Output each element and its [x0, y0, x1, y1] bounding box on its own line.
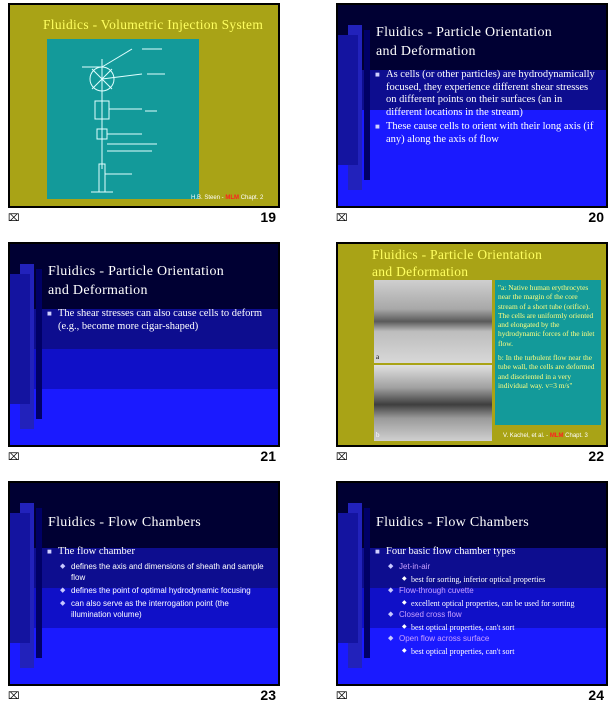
- bullet-list: [47, 546, 269, 622]
- slide-23[interactable]: [8, 481, 280, 686]
- slide-notes-icon[interactable]: ⌧: [8, 452, 20, 463]
- slide-22-cell: [336, 242, 608, 471]
- bullet-item: ■ These cause cells to orient with their long axis (if any) along the axis of flow: [375, 121, 600, 146]
- caption-box: [495, 280, 601, 425]
- slide-credit: [503, 433, 588, 439]
- slide-24-cell: [336, 481, 608, 710]
- bullet-list: [375, 69, 600, 148]
- slide-24[interactable]: [336, 481, 608, 686]
- slide-title: [48, 262, 224, 300]
- slide-notes-icon[interactable]: ⌧: [336, 691, 348, 702]
- slide-title: Fluidics - Volumetric Injection System: [43, 17, 264, 32]
- flow-chamber-note: ◆ excellent optical properties, can be used for sorting: [375, 598, 600, 609]
- slide-notes-icon[interactable]: ⌧: [336, 213, 348, 224]
- title-line-1: Fluidics - Particle Orientation: [376, 25, 553, 40]
- slide-title: Fluidics - Flow Chambers: [48, 515, 202, 530]
- slide-notes-icon[interactable]: ⌧: [336, 452, 348, 463]
- flow-chamber-type: ◆ Flow-through cuvette: [375, 585, 600, 596]
- bullet-item: ■ The flow chamber: [47, 546, 269, 559]
- micrograph-b: [374, 365, 492, 441]
- flow-chamber-type: ◆ Open flow across surface: [375, 633, 600, 644]
- bullet-item: ■ The shear stresses can also cause cells to deform (e.g., become more cigar-shaped): [47, 308, 272, 333]
- flow-chamber-note: ◆ best for sorting, inferior optical properties: [375, 574, 600, 585]
- slide-number: 19: [260, 209, 276, 225]
- credit-source: MLM: [225, 195, 240, 201]
- slide-21[interactable]: [8, 242, 280, 447]
- slide-notes-icon[interactable]: ⌧: [8, 691, 20, 702]
- credit-source: MLM: [549, 433, 564, 439]
- title-line-1: Fluidics - Particle Orientation: [48, 264, 225, 279]
- sub-bullet: ◆ defines the axis and dimensions of sheath and sample flow: [47, 561, 269, 583]
- slide-number: 21: [260, 448, 276, 464]
- bullet-item: ■ As cells (or other particles) are hydrodynamically focused, they experience different shear stresses on different points on their surfaces (an in different locations in the stream): [375, 69, 600, 119]
- slide-20-cell: [336, 3, 608, 232]
- sub-bullet: ◆ can also serve as the interrogation point (the illumination volume): [47, 598, 269, 620]
- slide-20[interactable]: [336, 3, 608, 208]
- slide-notes-icon[interactable]: ⌧: [8, 213, 20, 224]
- bullet-list: [375, 546, 600, 657]
- title-line-2: and Deformation: [48, 283, 148, 298]
- title-line-1: Fluidics - Particle Orientation: [372, 247, 543, 262]
- bullet-list: [47, 308, 272, 335]
- slide-title: Fluidics - Flow Chambers: [376, 515, 530, 530]
- caption-b: b: In the turbulent flow near the tube wall, the cells are deformed and disoriented in a very individual way. v=3 m/s": [498, 353, 595, 390]
- micrograph-a: [374, 280, 492, 363]
- injection-system-diagram-icon: [47, 39, 199, 199]
- credit-author: V. Kachel, et al. -: [503, 433, 550, 439]
- flow-chamber-note: ◆ best optical properties, can't sort: [375, 622, 600, 633]
- credit-chapter: Chapt. 3: [563, 433, 588, 439]
- flow-chamber-type: ◆ Closed cross flow: [375, 609, 600, 620]
- bullet-item: ■ Four basic flow chamber types: [375, 546, 600, 559]
- slide-19-cell: [8, 3, 280, 232]
- flow-chamber-type: ◆ Jet-in-air: [375, 561, 600, 572]
- slide-number: 23: [260, 687, 276, 703]
- title-line-2: and Deformation: [372, 264, 469, 279]
- slide-title: [376, 23, 552, 61]
- slide-23-cell: [8, 481, 280, 710]
- slide-number: 20: [588, 209, 604, 225]
- slide-number: 22: [588, 448, 604, 464]
- schematic-diagram: [47, 39, 199, 199]
- slide-credit: [191, 195, 263, 201]
- slide-22[interactable]: [336, 242, 608, 447]
- credit-chapter: Chapt. 2: [239, 195, 264, 201]
- credit-author: H.B. Steen -: [191, 195, 226, 201]
- flow-chamber-note: ◆ best optical properties, can't sort: [375, 646, 600, 657]
- sub-bullet: ◆ defines the point of optimal hydrodynamic focusing: [47, 585, 269, 596]
- slide-21-cell: [8, 242, 280, 471]
- slide-title: [372, 246, 542, 280]
- title-line-2: and Deformation: [376, 44, 476, 59]
- slide-number: 24: [588, 687, 604, 703]
- image-label-b: b: [376, 431, 380, 439]
- caption-a: "a: Native human erythrocytes near the margin of the core stream of a short tube (orifice). The cells are uniformly oriented and elongated by the hydrodynamic forces of the inlet flow.: [498, 283, 595, 348]
- slide-19[interactable]: [8, 3, 280, 208]
- image-label-a: a: [376, 353, 380, 361]
